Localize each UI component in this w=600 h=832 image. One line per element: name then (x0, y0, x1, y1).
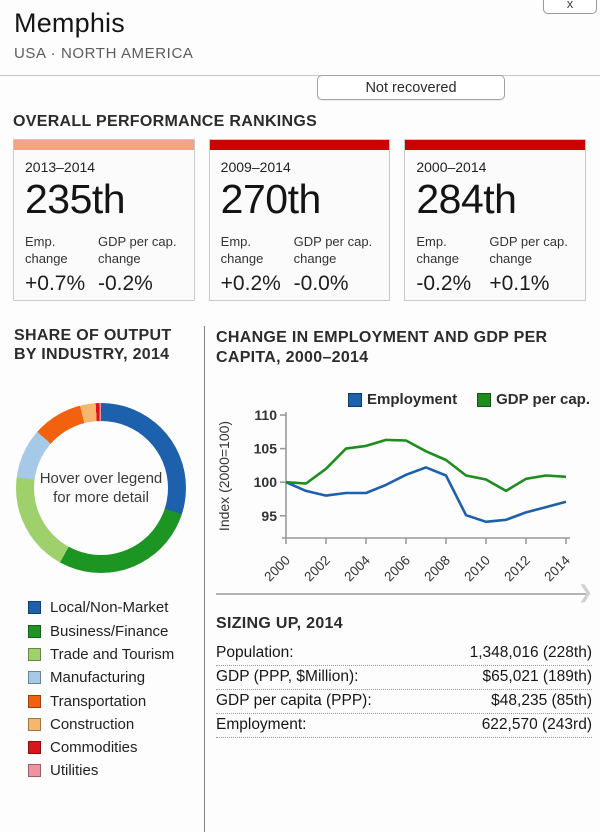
rankings-section (13, 113, 586, 301)
header (0, 0, 600, 62)
legend-swatch-icon (28, 695, 41, 708)
gdp-change-value: -0.0% (293, 272, 349, 296)
emp-change-value: +0.2% (220, 272, 281, 296)
sizing-section-title: SIZING UP, 2014 (216, 615, 343, 632)
page-title: Memphis (14, 8, 125, 38)
industry-section-title: SHARE OF OUTPUT BY INDUSTRY, 2014 (14, 327, 172, 364)
row-label: Population: (216, 644, 294, 661)
legend-label: Trade and Tourism (50, 645, 175, 663)
page-subtitle: USA · NORTH AMERICA (14, 45, 194, 62)
table-row (216, 714, 592, 738)
row-label: GDP per capita (PPP): (216, 692, 372, 709)
emp-change-value: -0.2% (416, 272, 472, 296)
industry-share-panel (0, 326, 205, 832)
industry-legend (28, 599, 204, 779)
legend-swatch-icon (28, 625, 41, 638)
sizing-section (216, 615, 592, 738)
legend-label: Transportation (50, 692, 147, 710)
ranking-cards (13, 139, 586, 301)
series-gdp-per-cap- (286, 440, 566, 491)
close-button[interactable]: x (543, 0, 597, 14)
card-period: 2009–2014 (220, 159, 291, 175)
y-tick-label: 100 (253, 474, 277, 491)
legend-item-utilities[interactable] (28, 762, 204, 779)
legend-item-gdp-per-cap: GDP per cap. (477, 391, 590, 408)
y-tick-label: 95 (261, 507, 277, 524)
legend-swatch-icon (28, 764, 41, 777)
legend-swatch-icon (28, 601, 41, 614)
employment-gdp-panel (205, 326, 600, 832)
header-divider (0, 75, 600, 101)
emp-change-label: Emp. change (416, 234, 459, 266)
x-tick-label: 2014 (541, 552, 574, 585)
x-tick-label: 2002 (301, 552, 334, 585)
gdp-change-label: GDP per cap. change (293, 234, 373, 266)
section-divider (216, 582, 593, 602)
card-rank: 284th (416, 176, 517, 222)
row-value: 1,348,016 (228th) (469, 644, 592, 661)
sizing-table (216, 642, 592, 738)
series-employment (286, 467, 566, 521)
legend-swatch-icon (28, 718, 41, 731)
rankings-section-title: OVERALL PERFORMANCE RANKINGS (13, 113, 318, 130)
employment-swatch-icon (348, 393, 362, 407)
card-rank: 235th (25, 176, 126, 222)
emp-change-label: Emp. change (220, 234, 264, 266)
emp-change-value: +0.7% (25, 272, 86, 296)
x-tick-label: 2006 (381, 552, 414, 585)
industry-donut-chart[interactable] (16, 403, 186, 573)
y-axis-label: Index (2000=100) (216, 420, 232, 532)
row-value: $48,235 (85th) (491, 692, 592, 709)
legend-label: Local/Non-Market (50, 599, 169, 617)
legend-item-commodities[interactable] (28, 739, 204, 756)
x-tick-label: 2000 (261, 552, 294, 585)
legend-item-trade-and-tourism[interactable] (28, 646, 204, 663)
line-chart-legend (216, 391, 592, 408)
gdp-swatch-icon (477, 393, 491, 407)
gdp-change-value: -0.2% (97, 272, 153, 296)
row-value: $65,021 (189th) (482, 668, 592, 685)
table-row (216, 690, 592, 714)
legend-item-manufacturing[interactable] (28, 669, 204, 686)
card-period: 2000–2014 (416, 159, 487, 175)
legend-item-transportation[interactable] (28, 693, 204, 710)
card-color-bar (405, 140, 585, 150)
card-rank: 270th (220, 176, 321, 222)
status-badge[interactable]: Not recovered (317, 75, 505, 100)
donut-center-text: Hover over legend for more detail (34, 421, 168, 555)
legend-label: Manufacturing (50, 669, 146, 687)
y-tick-label: 105 (253, 440, 277, 457)
table-row (216, 642, 592, 666)
card-period: 2013–2014 (25, 159, 96, 175)
legend-swatch-icon (28, 648, 41, 661)
chevron-right-icon[interactable]: ❯ (577, 582, 593, 602)
ranking-card-2000-2014 (404, 139, 586, 301)
main-area (0, 326, 600, 832)
ranking-card-2013-2014 (13, 139, 195, 301)
legend-label: Commodities (50, 739, 138, 757)
y-tick-label: 110 (254, 409, 277, 423)
employment-chart-title: CHANGE IN EMPLOYMENT AND GDP PER CAPITA, 2000–2014 (216, 329, 548, 366)
x-tick-label: 2008 (421, 552, 454, 585)
legend-item-local-non-market[interactable] (28, 599, 204, 616)
legend-item-business-finance[interactable] (28, 623, 204, 640)
row-label: Employment: (216, 716, 307, 733)
gdp-change-value: +0.1% (489, 272, 550, 296)
employment-gdp-line-chart (216, 409, 588, 587)
gdp-change-label: GDP per cap. change (489, 234, 568, 266)
x-tick-label: 2010 (461, 552, 494, 585)
row-label: GDP (PPP, $Million): (216, 668, 359, 685)
legend-swatch-icon (28, 741, 41, 754)
x-tick-label: 2012 (501, 552, 534, 585)
row-value: 622,570 (243rd) (481, 716, 592, 733)
x-tick-label: 2004 (341, 552, 374, 585)
card-color-bar (210, 140, 390, 150)
legend-item-construction[interactable] (28, 716, 204, 733)
gdp-change-label: GDP per cap. change (97, 234, 177, 266)
legend-label: Business/Finance (50, 622, 169, 640)
legend-item-employment: Employment (348, 391, 457, 408)
emp-change-label: Emp. change (25, 234, 68, 266)
legend-label: Utilities (50, 762, 99, 780)
table-row (216, 666, 592, 690)
legend-swatch-icon (28, 671, 41, 684)
card-color-bar (14, 140, 194, 150)
ranking-card-2009-2014 (209, 139, 391, 301)
legend-label: Construction (50, 715, 135, 733)
